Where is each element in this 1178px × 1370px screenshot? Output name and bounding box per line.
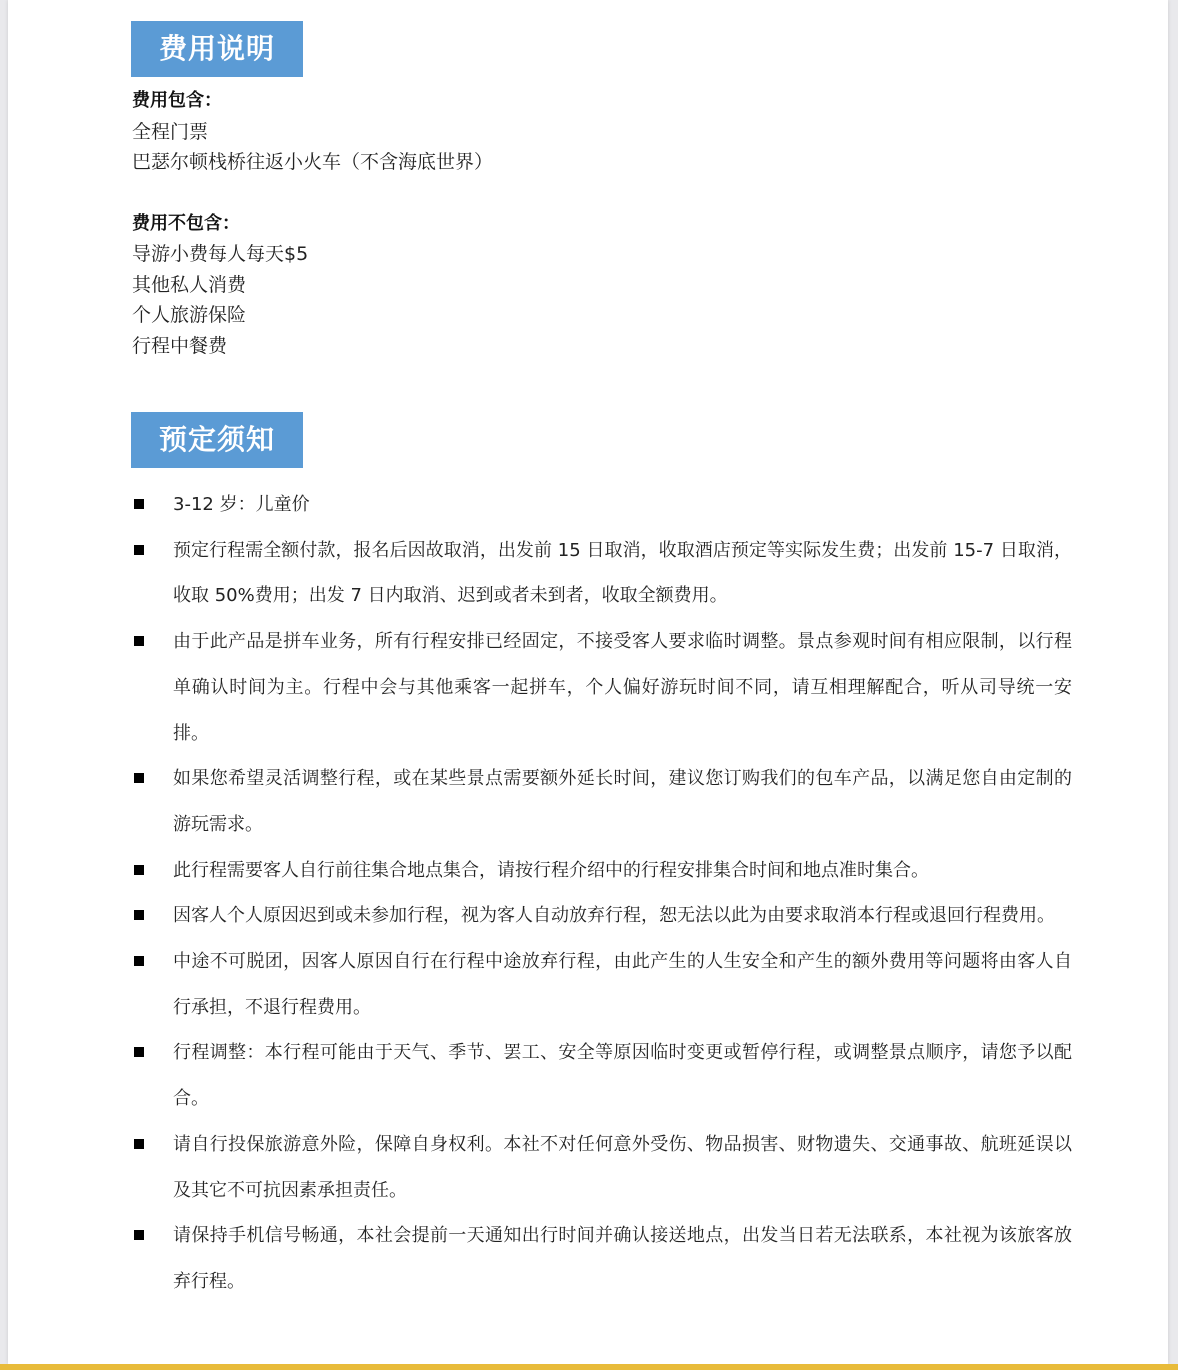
notice-item (132, 756, 1072, 847)
notice-text: 行程调整：本行程可能由于天气、季节、罢工、安全等原因临时变更或暂停行程，或调整景点顺序，请您予以配合。 (173, 1042, 1072, 1110)
notice-item (132, 528, 1072, 619)
bottom-accent-bar (0, 1364, 1178, 1370)
black-square-bullet-icon (134, 1230, 144, 1240)
notice-text: 预定行程需全额付款，报名后因故取消，出发前 15 日取消，收取酒店预定等实际发生费；出发前 15-7 日取消，收取 50%费用；出发 7 日内取消、迟到或者未到者，收取全额费用。 (173, 539, 1072, 607)
notice-item (132, 893, 1072, 939)
notice-item (132, 848, 1072, 894)
fees-included-item: 全程门票 (132, 120, 209, 143)
black-square-bullet-icon (134, 636, 144, 646)
black-square-bullet-icon (134, 956, 144, 966)
fees-section-title: 费用说明 (131, 21, 303, 77)
black-square-bullet-icon (134, 910, 144, 920)
notice-text: 请保持手机信号畅通，本社会提前一天通知出行时间并确认接送地点，出发当日若无法联系，本社视为该旅客放弃行程。 (173, 1225, 1072, 1292)
document-page (8, 0, 1168, 1364)
booking-notice-list (132, 482, 1072, 1305)
black-square-bullet-icon (134, 545, 144, 555)
notice-text: 如果您希望灵活调整行程，或在某些景点需要额外延长时间，建议您订购我们的包车产品，以满足您自由定制的游玩需求。 (173, 768, 1072, 835)
fees-excluded-item: 导游小费每人每天$5 (132, 243, 309, 265)
notice-text: 请自行投保旅游意外险，保障自身权利。本社不对任何意外受伤、物品损害、财物遗失、交通事故、航班延误以及其它不可抗因素承担责任。 (173, 1133, 1072, 1201)
notice-text: 由于此产品是拼车业务，所有行程安排已经固定，不接受客人要求临时调整。景点参观时间有相应限制，以行程单确认时间为主。行程中会与其他乘客一起拼车，个人偏好游玩时间不同，请互相理解配合，听从司导统一安排。 (173, 631, 1072, 744)
notice-text: 此行程需要客人自行前往集合地点集合，请按行程介绍中的行程安排集合时间和地点准时集合。 (173, 859, 929, 881)
notice-item (132, 1122, 1072, 1213)
fees-excluded-item: 其他私人消费 (132, 273, 247, 296)
notice-item (132, 939, 1072, 1030)
black-square-bullet-icon (134, 865, 144, 875)
notice-text: 3-12 岁：儿童价 (173, 494, 310, 515)
fees-block (132, 86, 1032, 361)
black-square-bullet-icon (134, 773, 144, 783)
notice-item (132, 1213, 1072, 1304)
notice-text: 中途不可脱团，因客人原因自行在行程中途放弃行程，由此产生的人生安全和产生的额外费用等问题将由客人自行承担，不退行程费用。 (173, 951, 1072, 1018)
notice-item (132, 619, 1072, 756)
fees-included-label: 费用包含： (132, 90, 222, 111)
black-square-bullet-icon (134, 1047, 144, 1057)
fees-excluded-label: 费用不包含： (132, 212, 240, 234)
notice-item (132, 1030, 1072, 1121)
fees-excluded-item: 行程中餐费 (132, 334, 228, 357)
notice-item (132, 482, 1072, 528)
notice-text: 因客人个人原因迟到或未参加行程，视为客人自动放弃行程，恕无法以此为由要求取消本行程或退回行程费用。 (173, 905, 1055, 927)
booking-section-title: 预定须知 (131, 412, 303, 468)
fees-included-item: 巴瑟尔顿栈桥往返小火车（不含海底世界） (132, 151, 494, 173)
black-square-bullet-icon (134, 499, 144, 509)
black-square-bullet-icon (134, 1139, 144, 1149)
fees-excluded-item: 个人旅游保险 (132, 304, 247, 326)
